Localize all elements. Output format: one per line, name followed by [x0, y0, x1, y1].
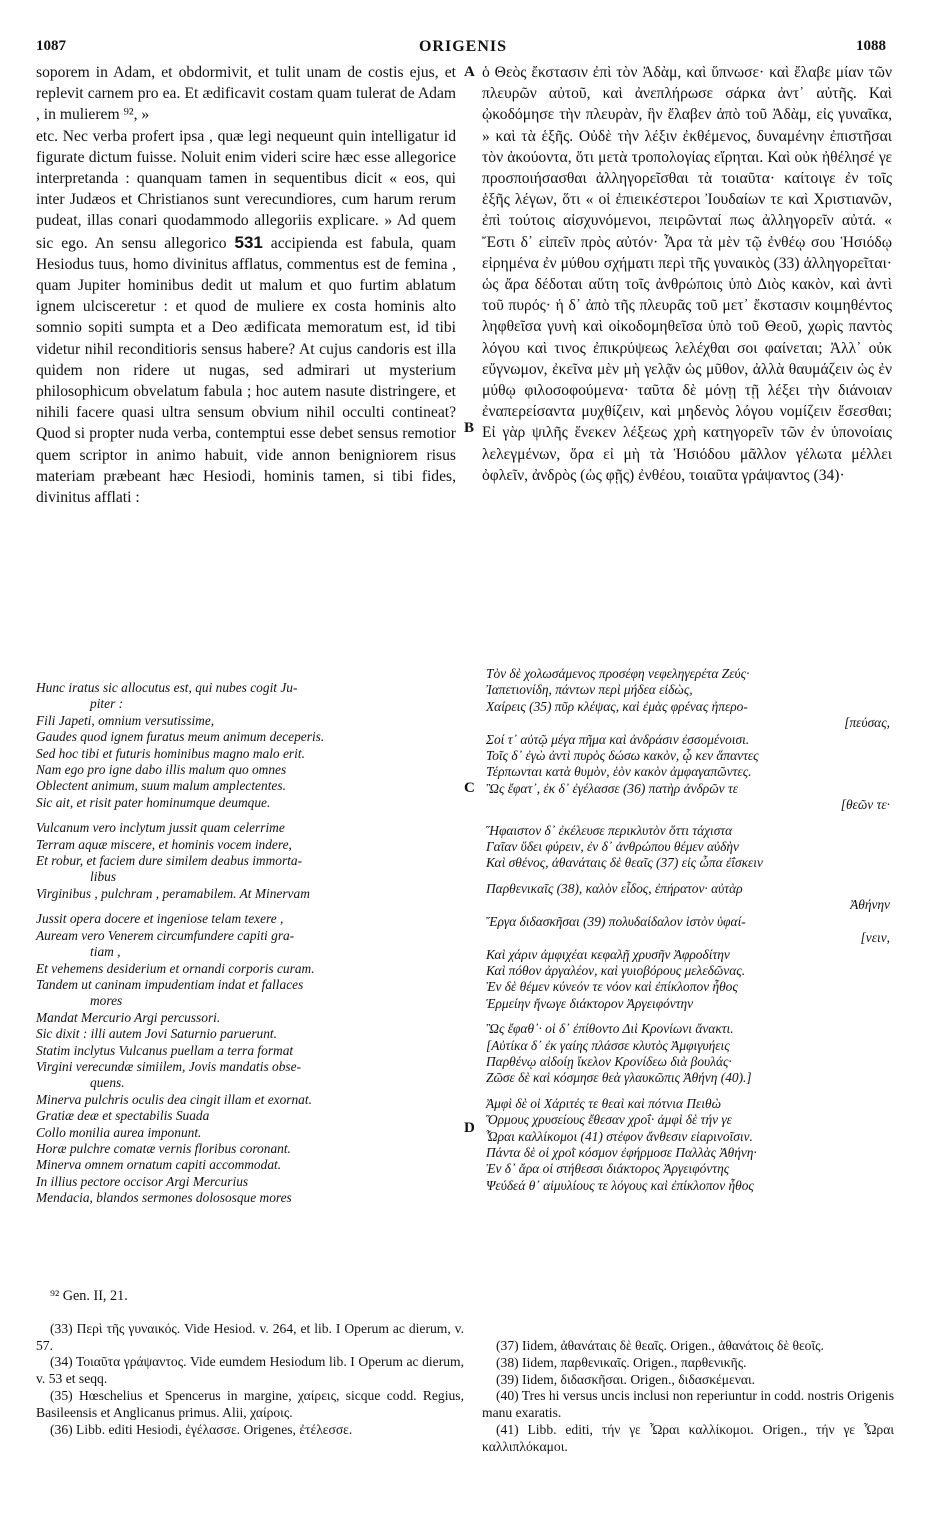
footnotes-right	[482, 1338, 894, 1456]
poem-line: Τέρπωνται κατὰ θυμὸν, ἑὸν κακὸν ἀμφαγαπῶντες.	[486, 764, 752, 780]
poem-line: Virgini verecundæ simiilem, Jovis mandatis obse-	[36, 1058, 302, 1074]
poem-line: Ἀθήνην	[850, 897, 890, 913]
poem-line: Ἐν δὲ θέμεν κύνεόν τε νόον καὶ ἐπίκλοπον ἦθος	[486, 979, 738, 995]
left-page-number: 1087	[36, 38, 66, 54]
poem-line: Ὧραι καλλίκομοι (41) στέφον ἄνθεσιν εἰαρινοῖσιν.	[486, 1128, 753, 1144]
margin-marker: C	[464, 780, 475, 796]
greek-paragraph: ὁ Θεὸς ἔκστασιν ἐπὶ τὸν Ἀδὰμ, καὶ ὕπνωσε· καὶ ἔλαβε μίαν τῶν πλευρῶν αὐτοῦ, καὶ ἀνεπλήρωσε σάρκα ἀντ᾽ αὐτῆς. Καὶ ᾠκοδόμησε τὴν πλευρὰν, ἣν ἔλαβεν ἀπὸ τοῦ Ἀδὰμ, εἰς γυναῖκα, » καὶ τὰ ἑξῆς. Οὐδὲ τὴν λέξιν ἐκθέμενος, δυναμένην ἐπιστῆσαι τὸν ἀκούοντα, ὅτι μετὰ τροπολογίας εἴρηται. Καὶ οὐκ ἠθέλησέ γε προσποιήσασθαι ἀλληγορεῖσθαι τὰ τοιαῦτα· καίτοιγε ἐν τοῖς ἑξῆς λέγων, ὅτι « οἱ ἐπιεικέστεροι Ἰουδαίων τε καὶ Χριστιανῶν, ἐπὶ τούτοις αἰσχυνόμενοι, πειρῶνταί πως ἀλληγορεῖν αὐτά. « Ἔστι δ᾽ εἰπεῖν πρὸς αὐτόν· Ἆρα τὰ μὲν τῷ ἐνθέῳ σου Ἡσιόδῳ εἰρημένα ἐν μύθου σχήματι περὶ τῆς γυναικὸς (33) ἀλληγορεῖται· ὡς ἄρα δέδοται αὕτη τοῖς ἀνθρώποις ὑπὸ Διὸς κακὸν, καὶ ἀντὶ τοῦ πυρός· ἡ δ᾽ ἀπὸ τῆς πλευρᾶς τοῦ μετ᾽ ἔκστασιν κοιμηθέντος ληφθεῖσα γυνὴ καὶ οἰκοδομηθεῖσα ὑπὸ τοῦ Θεοῦ, χωρὶς παντὸς λόγου καὶ τινος ἐπικρύψεως λελέχθαι σοι φαίνεται; Ἀλλ᾽ οὐκ εὔγνωμον, ἐκεῖνα μὲν μὴ γελᾷν ὡς μῦθον, ἀλλὰ θαυμάζειν ὡς ἐν μύθῳ φιλοσοφούμενα· ταῦτα δὲ μόνῃ τῇ λέξει τὴν διάνοιαν ἐναπερείσαντα μυχθίζειν, καὶ μηδενὸς λόγου νομίζειν ἔσεσθαι; Εἰ γὰρ ψιλῆς ἕνεκεν λέξεως χρὴ κατηγορεῖν τῶν ἐν ὑπονοίαις λελεγμένων, ὅρα εἰ μὴ τὰ Ἡσιόδου μᾶλλον γέλωτα μέλλει ὀφλεῖν, ἀνδρὸς (ὡς φῇς) ἐνθέου, τοιαῦτα γράψαντος (34)·	[482, 64, 892, 484]
poem-line: Παρθένῳ αἰδοίῃ ἴκελον Κρονίδεω διὰ βουλάς·	[486, 1053, 732, 1069]
footnote: (35) Hœschelius et Spencerus in margine, χαίρεις, sicque codd. Regius, Basileensis et Anglicanus primus. Alii, χαίροις.	[36, 1387, 464, 1420]
poem-line: [νειν,	[860, 930, 890, 946]
poem-line: Mendacia, blandos sermones dolososque mores	[36, 1190, 292, 1206]
poem-line: Τοῖς δ᾽ ἐγὼ ἀντὶ πυρὸς δώσω κακὸν, ᾧ κεν ἅπαντες	[486, 748, 759, 764]
right-page-number: 1088	[856, 38, 886, 54]
page-header	[0, 38, 926, 58]
poem-line: Ψεύδεά θ᾽ αἱμυλίους τε λόγους καὶ ἐπίκλοπον ἦθος	[486, 1177, 754, 1193]
greek-poem	[486, 666, 894, 1194]
latin-stanza	[36, 911, 466, 1206]
poem-line: Ὅρμους χρυσείους ἔθεσαν χροΐ· ἀμφὶ δὲ τήν γε	[486, 1112, 732, 1128]
poem-line: Mandat Mercurio Argi percussori.	[36, 1009, 221, 1025]
poem-line: mores	[90, 993, 123, 1009]
poem-line: Gaudes quod ignem furatus meum animum deceperis.	[36, 729, 325, 745]
greek-stanza	[486, 881, 894, 1012]
poem-line: Παρθενικαῖς (38), καλὸν εἶδος, ἐπήρατον· αὐτὰρ	[486, 880, 743, 896]
poem-line: Terram aquæ miscere, et hominis vocem indere,	[36, 836, 292, 852]
footnote: (36) Libb. editi Hesiodi, ἐγέλασσε. Origenes, ἐτέλεσσε.	[50, 1421, 353, 1437]
greek-stanza	[486, 823, 894, 872]
poem-line: Πάντα δὲ οἱ χροῒ κόσμον ἐφήρμοσε Παλλὰς Ἀθήνη·	[486, 1144, 757, 1160]
latin-prose-text: etc. Nec verba profert ipsa , quæ legi nequeunt quin intelligatur id figurate dictum fuisse. Noluit enim videri scire hæc esse allegorice interpretanda : quanquam tamen in sequentibus dicit « eos, qui inter Judæos et Christianos sunt verecundiores, cum harum rerum pudeat, illas conari quodammodo allegoriis explicare. » Ad quem sic ego. An sensu allegorico	[36, 127, 456, 252]
poem-line: Fili Japeti, omnium versutissime,	[36, 712, 215, 728]
margin-marker: A	[464, 64, 475, 80]
poem-line: Minerva pulchris oculis dea cingit illam et exornat.	[36, 1091, 312, 1107]
poem-line: Σοί τ᾽ αὐτῷ μέγα πῆμα καὶ ἀνδράσιν ἐσσομένοισι.	[486, 731, 750, 747]
poem-line: [Αὐτίκα δ᾽ ἐκ γαίης πλάσσε κλυτὸς Ἀμφιγυήεις	[486, 1037, 730, 1053]
poem-line: Ὣς ἔφαθ᾽· οἱ δ᾽ ἐπίθοντο Διὶ Κρονίωνι ἄνακτι.	[486, 1021, 734, 1037]
column-number: 531	[234, 232, 263, 252]
poem-line: Sed hoc tibi et futuris hominibus magno malo erit.	[36, 745, 305, 761]
poem-line: Virginibus , pulchram , peramabilem. At Minervam	[36, 885, 310, 901]
latin-stanza	[36, 820, 466, 902]
poem-line: Ἑρμείην ἤνωγε διάκτορον Ἀργειφόντην	[486, 995, 694, 1011]
greek-stanza	[486, 1021, 894, 1087]
latin-stanza	[36, 680, 466, 811]
poem-line: Statim inclytus Vulcanus puellam a terra format	[36, 1042, 294, 1058]
poem-line: quens.	[90, 1075, 125, 1091]
poem-line: Χαίρεις (35) πῦρ κλέψας, καὶ ἐμὰς φρένας ἠπερο-	[486, 698, 748, 714]
footnote: (40) Tres hi versus uncis inclusi non reperiuntur in codd. nostris Origenis manu exaratis.	[482, 1388, 894, 1421]
latin-poem	[36, 680, 466, 1207]
footnote: (33) Περὶ τῆς γυναικός. Vide Hesiod. v. 264, et lib. I Operum ac dierum, v. 57.	[36, 1320, 464, 1353]
poem-line: Ἐν δ᾽ ἄρα οἱ στήθεσσι διάκτορος Ἀργειφόντης	[486, 1161, 730, 1177]
poem-line: Oblectent animum, suum malum amplectentes.	[36, 778, 286, 794]
poem-line: Jussit opera docere et ingeniose telam texere ,	[36, 911, 284, 927]
poem-line: Ζῶσε δὲ καὶ κόσμησε θεὰ γλαυκῶπις Ἀθήνη (40).]	[486, 1070, 752, 1086]
poem-line: [θεῶν τε·	[840, 797, 890, 813]
scripture-reference: ⁹² Gen. II, 21.	[50, 1288, 128, 1304]
poem-line: Καὶ χάριν ἀμφιχέαι κεφαλῇ χρυσῆν Ἀφροδίτην	[486, 946, 730, 962]
poem-line: Et robur, et faciem dure similem deabus immorta-	[36, 853, 303, 869]
poem-line: Γαῖαν ὕδει φύρειν, ἐν δ᾽ ἀνθρώπου θέμεν αὐδὴν	[486, 839, 739, 855]
poem-line: Καὶ σθένος, ἀθανάταις δὲ θεαῖς (37) εἰς ὦπα ἐΐσκειν	[486, 855, 763, 871]
poem-line: Gratiæ deæ et spectabilis Suada	[36, 1108, 210, 1124]
footnote: (38) Iidem, παρθενικαῖς. Origen., παρθενικῆς.	[496, 1354, 747, 1370]
footnotes-left	[36, 1288, 464, 1438]
poem-line: Ἔργα διδασκῆσαι (39) πολυδαίδαλον ἱστὸν ὑφαί-	[486, 913, 746, 929]
greek-prose-column	[482, 62, 892, 486]
poem-line: libus	[90, 869, 117, 885]
poem-line: Nam ego pro igne dabo illis malum quo omnes	[36, 762, 287, 778]
latin-prose-column	[36, 62, 456, 508]
running-title: ORIGENIS	[418, 38, 508, 55]
margin-marker: D	[464, 1120, 475, 1136]
footnote: (39) Iidem, διδασκῆσαι. Origen., διδασκέμεναι.	[496, 1371, 756, 1387]
footnote: (37) Iidem, ἀθανάταις δὲ θεαῖς. Origen., ἀθανάτοις δὲ θεοῖς.	[496, 1338, 824, 1353]
poem-line: Καὶ πόθον ἀργαλέον, καὶ γυιοβόρους μελεδῶνας.	[486, 962, 746, 978]
poem-line: Ἥφαιστον δ᾽ ἐκέλευσε περικλυτὸν ὅττι τάχιστα	[486, 822, 733, 838]
poem-line: piter :	[90, 696, 124, 712]
poem-line: Sic ait, et risit pater hominumque deumque.	[36, 794, 271, 810]
poem-line: tiam ,	[90, 944, 121, 960]
poem-line: Collo monilia aurea imponunt.	[36, 1124, 202, 1140]
poem-line: Hunc iratus sic allocutus est, qui nubes cogit Ju-	[36, 680, 298, 695]
poem-line: Ἰαπετιονίδη, πάντων περὶ μήδεα εἰδὼς,	[486, 682, 693, 698]
poem-line: Τὸν δὲ χολωσάμενος προσέφη νεφεληγερέτα Ζεύς·	[486, 666, 750, 681]
latin-paragraph: soporem in Adam, et obdormivit, et tulit unam de costis ejus, et replevit carnem pro ea. Et ædificavit costam quam tulerat de Adam , in mulierem ⁹², »	[36, 64, 456, 124]
poem-line: Sic dixit : illi autem Jovi Saturnio paruerunt.	[36, 1026, 277, 1042]
greek-stanza	[486, 1096, 894, 1194]
margin-marker: B	[464, 420, 475, 436]
footnote: (34) Τοιαῦτα γράψαντος. Vide eumdem Hesiodum lib. I Operum ac dierum, v. 53 et seqq.	[36, 1354, 464, 1387]
footnote: (41) Libb. editi, τήν γε Ὧραι καλλίκομοι. Origen., τήν γε Ὧραι καλλιπλόκαμοι.	[482, 1421, 894, 1454]
poem-line: Vulcanum vero inclytum jussit quam celerrime	[36, 820, 285, 836]
latin-prose-text: accipienda est fabula, quam Hesiodus tuus, homo divinitus afflatus, commentus est de femina , quam Jupiter hominibus dedit ut malum et quo furtim ablatum ignem ulcisceretur : et quod de muliere ex costa hominis alto somnio sopiti sumpta et a Deo ædificata memoratum est, id tibi videtur nihil reconditioris sensus habere? At cujus candoris est illa quidem non ridere ut nugas, sed admirari ut mysterium philosophicum obvelatum fabula ; hoc autem nasute distringere, et nihili facere quasi ultra sensum obvium nihil occulti contineat? Quod si propter nuda verba, contemptui esse debet sensus remotior quem scriptor in animo habuit, vide annon benigniorem risus materiam præbeant hæc Hesiodi, hominis tamen, si tibi fides, divinitus afflati :	[36, 234, 457, 507]
poem-line: In illius pectore occisor Argi Mercurius	[36, 1173, 249, 1189]
poem-line: Auream vero Venerem circumfundere capiti gra-	[36, 927, 295, 943]
greek-stanza	[486, 666, 894, 814]
poem-line: [πεύσας,	[844, 715, 890, 731]
poem-line: Minerva omnem ornatum capiti accommodat.	[36, 1157, 282, 1173]
poem-line: Horæ pulchre comatæ vernis floribus coronant.	[36, 1140, 291, 1156]
poem-line: Et vehemens desiderium et ornandi corporis curam.	[36, 960, 315, 976]
poem-line: Ἀμφὶ δὲ οἱ Χάριτές τε θεαὶ καὶ πότνια Πειθὼ	[486, 1095, 722, 1111]
poem-line: Tandem ut caninam impudentiam indat et fallaces	[36, 976, 304, 992]
latin-paragraph	[36, 126, 456, 509]
poem-line: Ὣς ἔφατ᾽, ἐκ δ᾽ ἐγέλασσε (36) πατὴρ ἀνδρῶν τε	[486, 780, 739, 796]
